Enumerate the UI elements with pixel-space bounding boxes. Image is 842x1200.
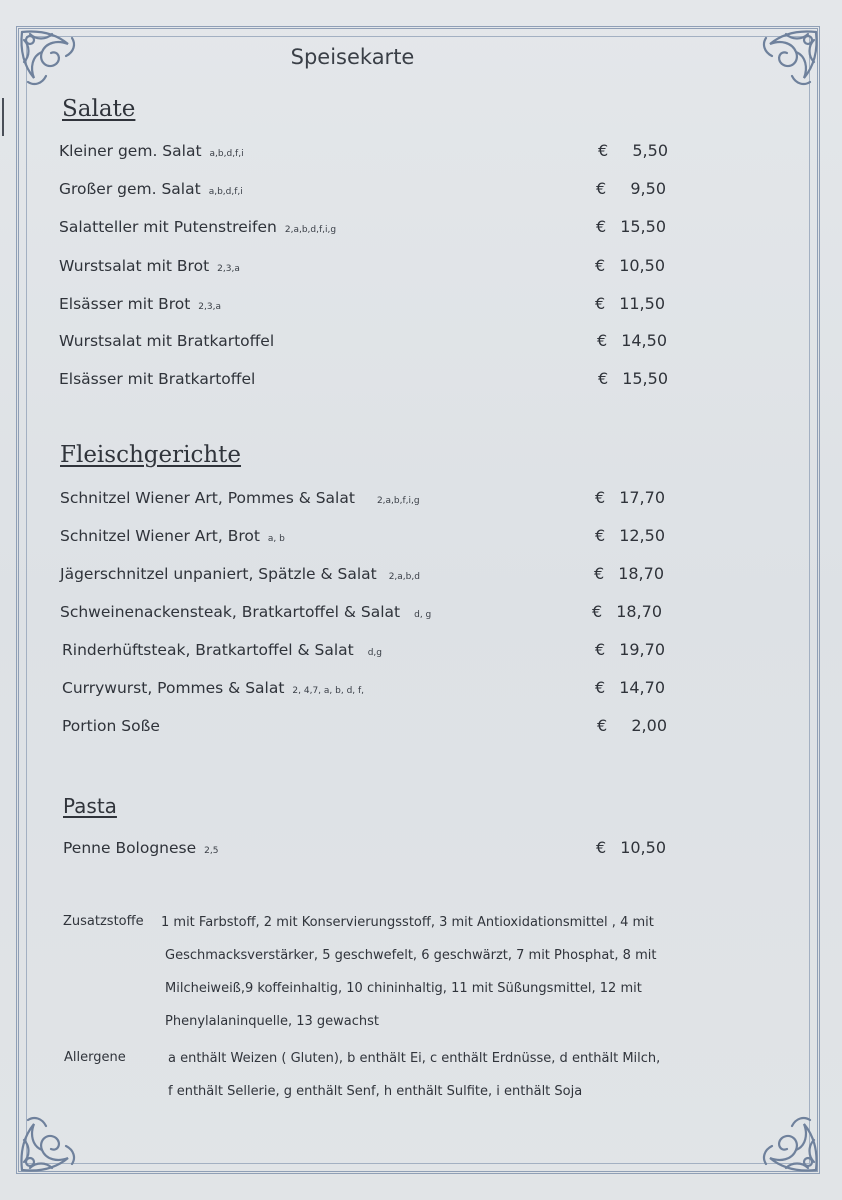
item-name: Currywurst, Pommes & Salat <box>62 679 285 697</box>
note-line: f enthält Sellerie, g enthält Senf, h enthält Sulfite, i enthält Soja <box>168 1084 583 1099</box>
item-price <box>595 526 675 545</box>
currency-symbol: € <box>598 369 609 388</box>
item-name: Schnitzel Wiener Art, Brot <box>60 527 260 545</box>
menu-item <box>59 218 336 236</box>
currency-symbol: € <box>598 141 609 160</box>
section-heading-pasta: Pasta <box>63 794 117 818</box>
currency-symbol: € <box>592 602 603 621</box>
item-codes: d,g <box>367 648 382 658</box>
price-value: 18,70 <box>616 602 662 621</box>
item-codes: 2,a,b,f,i,g <box>376 496 420 506</box>
price-value: 10,50 <box>620 838 666 857</box>
item-codes: 2,3,a <box>217 264 240 274</box>
menu-item <box>63 839 219 857</box>
corner-ornament-icon <box>750 1104 822 1176</box>
item-codes: 2,5 <box>204 846 219 856</box>
item-name: Portion Soße <box>62 717 160 735</box>
menu-item <box>59 370 263 388</box>
currency-symbol: € <box>594 564 605 583</box>
item-name: Wurstsalat mit Bratkartoffel <box>59 332 275 350</box>
item-name: Elsässer mit Brot <box>59 295 191 313</box>
price-value: 10,50 <box>619 256 665 275</box>
item-name: Wurstsalat mit Brot <box>59 257 210 275</box>
item-name: Penne Bolognese <box>63 839 197 857</box>
menu-item <box>60 603 431 621</box>
menu-item <box>62 641 382 659</box>
allergene-text <box>168 1042 748 1108</box>
currency-symbol: € <box>597 331 608 350</box>
item-name: Schweinenackensteak, Bratkartoffel & Salat <box>60 603 401 621</box>
page-title: Speisekarte <box>290 45 415 69</box>
item-price <box>597 716 677 735</box>
menu-item <box>59 295 221 313</box>
item-codes: 2, 4,7, a, b, d, f, <box>292 686 365 696</box>
currency-symbol: € <box>595 294 606 313</box>
price-value: 14,70 <box>619 678 665 697</box>
item-price <box>595 294 675 313</box>
price-value: 14,50 <box>621 331 667 350</box>
item-codes: a,b,d,f,i <box>209 149 244 159</box>
section-heading-fleischgerichte: Fleischgerichte <box>60 442 242 468</box>
corner-ornament-icon <box>750 26 822 98</box>
item-price <box>596 838 676 857</box>
item-price <box>598 141 678 160</box>
item-price <box>595 640 675 659</box>
price-value: 2,00 <box>631 716 667 735</box>
price-value: 9,50 <box>630 179 666 198</box>
edge-mark <box>2 98 4 136</box>
section-heading-salate: Salate <box>62 96 136 122</box>
currency-symbol: € <box>596 179 607 198</box>
currency-symbol: € <box>595 488 606 507</box>
note-line: Phenylalaninquelle, 13 gewachst <box>165 1014 380 1029</box>
menu-item <box>60 527 285 545</box>
price-value: 11,50 <box>619 294 665 313</box>
item-codes: d, g <box>414 610 432 620</box>
menu-item <box>59 180 243 198</box>
item-codes: 2,a,b,d <box>388 572 420 582</box>
currency-symbol: € <box>595 678 606 697</box>
currency-symbol: € <box>596 838 607 857</box>
menu-item <box>60 565 420 583</box>
menu-item <box>59 332 282 350</box>
currency-symbol: € <box>595 640 606 659</box>
item-name: Schnitzel Wiener Art, Pommes & Salat <box>60 489 355 507</box>
price-value: 5,50 <box>632 141 668 160</box>
zusatzstoffe-label: Zusatzstoffe <box>63 914 144 929</box>
price-value: 15,50 <box>620 217 666 236</box>
item-name: Elsässer mit Bratkartoffel <box>59 370 256 388</box>
item-price <box>594 564 674 583</box>
price-value: 17,70 <box>619 488 665 507</box>
price-value: 12,50 <box>619 526 665 545</box>
menu-item <box>62 679 364 697</box>
note-line: Geschmacksverstärker, 5 geschwefelt, 6 geschwärzt, 7 mit Phosphat, 8 mit <box>165 948 657 963</box>
item-price <box>595 256 675 275</box>
currency-symbol: € <box>596 217 607 236</box>
item-name: Salatteller mit Putenstreifen <box>59 218 277 236</box>
item-codes: 2,a,b,d,f,i,g <box>284 225 337 235</box>
item-price <box>595 678 675 697</box>
note-line: 1 mit Farbstoff, 2 mit Konservierungsstoff, 3 mit Antioxidationsmittel , 4 mit <box>161 915 654 930</box>
price-value: 19,70 <box>619 640 665 659</box>
item-codes: 2,3,a <box>198 302 221 312</box>
item-name: Kleiner gem. Salat <box>59 142 202 160</box>
item-price <box>596 179 676 198</box>
item-price <box>598 369 678 388</box>
note-line: Milcheiweiß,9 koffeinhaltig, 10 chininhaltig, 11 mit Süßungsmittel, 12 mit <box>165 981 642 996</box>
item-name: Rinderhüftsteak, Bratkartoffel & Salat <box>62 641 354 659</box>
menu-item <box>60 489 420 507</box>
allergene-label: Allergene <box>64 1050 126 1065</box>
zusatzstoffe-text <box>161 906 721 1038</box>
item-price <box>595 488 675 507</box>
currency-symbol: € <box>595 526 606 545</box>
menu-item <box>62 717 168 735</box>
item-price <box>592 602 672 621</box>
note-line: a enthält Weizen ( Gluten), b enthält Ei, c enthält Erdnüsse, d enthält Milch, <box>168 1051 661 1066</box>
currency-symbol: € <box>595 256 606 275</box>
item-name: Jägerschnitzel unpaniert, Spätzle & Salat <box>60 565 377 583</box>
item-codes: a,b,d,f,i <box>208 187 243 197</box>
menu-item <box>59 142 244 160</box>
price-value: 15,50 <box>622 369 668 388</box>
price-value: 18,70 <box>618 564 664 583</box>
item-price <box>596 217 676 236</box>
menu-item <box>59 257 240 275</box>
item-name: Großer gem. Salat <box>59 180 201 198</box>
item-codes: a, b <box>267 534 285 544</box>
item-price <box>597 331 677 350</box>
currency-symbol: € <box>597 716 608 735</box>
corner-ornament-icon <box>16 1104 88 1176</box>
